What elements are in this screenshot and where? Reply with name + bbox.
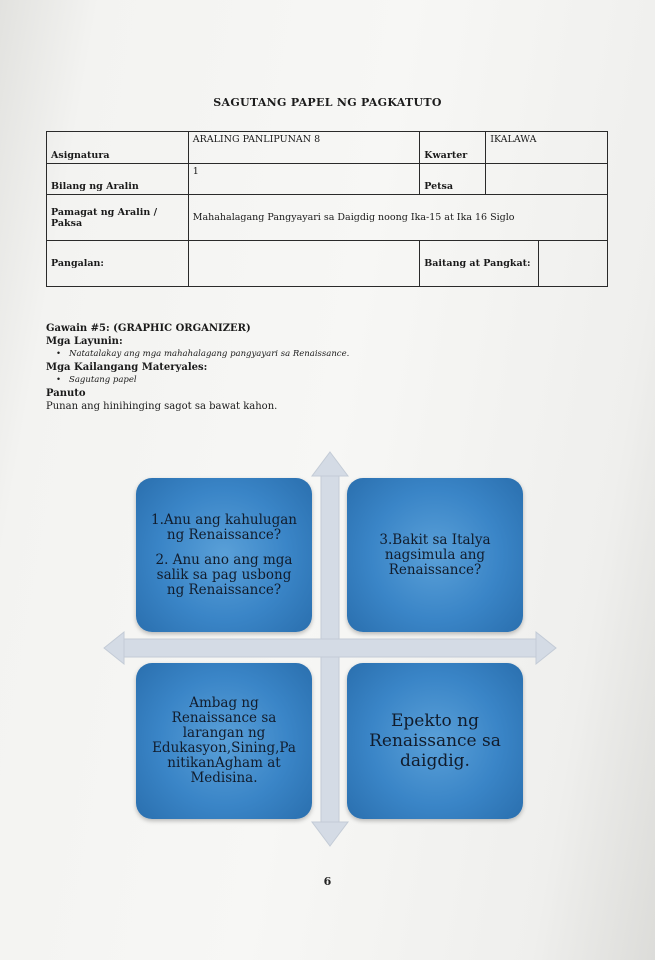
document-title: SAGUTANG PAPEL NG PAGKATUTO (213, 96, 442, 109)
up-arrowhead (312, 452, 348, 476)
page-number: 6 (323, 875, 332, 888)
organizer-box-effects[interactable] (347, 663, 523, 819)
down-arrowhead (312, 822, 348, 846)
organizer-box-why-italy[interactable] (347, 478, 523, 632)
horizontal-arrow-shaft (118, 639, 538, 657)
bilang-label: Bilang ng Aralin (47, 164, 189, 195)
baitang-label: Baitang at Pangkat: (420, 241, 539, 287)
pamagat-value: Mahahalagang Pangyayari sa Daigdig noong Ika-15 at Ika 16 Siglo (188, 195, 607, 241)
pamagat-label: Pamagat ng Aralin / Paksa (47, 195, 189, 241)
layunin-item: • Natatalakay ang mga mahahalagang pangyayari sa Renaissance. (46, 348, 606, 361)
kwarter-label: Kwarter (420, 132, 486, 164)
materyales-item: • Sagutang papel (46, 374, 606, 387)
box1-question1: 1.Anu ang kahulugan ng Renaissance? (150, 511, 297, 543)
materyales-label: Mga Kailangang Materyales: (46, 362, 208, 373)
left-arrowhead (104, 632, 124, 664)
right-arrowhead (536, 632, 556, 664)
box2-question: 3.Bakit sa Italya nagsimula ang Renaissance? (379, 531, 491, 578)
kwarter-value: IKALAWA (486, 132, 608, 164)
box4-text: Epekto ng Renaissance sa daigdig. (369, 711, 501, 771)
asignatura-value: ARALING PANLIPUNAN 8 (188, 132, 419, 164)
organizer-box-meaning-factors[interactable] (136, 478, 312, 632)
panuto-label: Panuto (46, 388, 86, 399)
pangalan-label: Pangalan: (47, 241, 189, 287)
bilang-value: 1 (188, 164, 419, 195)
box1-question2: 2. Anu ano ang mga salik sa pag usbong ng Renaissance? (155, 551, 293, 598)
asignatura-label: Asignatura (47, 132, 189, 164)
box3-text: Ambag ng Renaissance sa larangan ng Edukasyon,Sining,Pa nitikanAgham at Medisina. (152, 695, 296, 786)
activity-heading: Gawain #5: (GRAPHIC ORGANIZER) (46, 323, 251, 334)
panuto-text: Punan ang hinihinging sagot sa bawat kahon. (46, 401, 278, 412)
petsa-label: Petsa (420, 164, 486, 195)
layunin-label: Mga Layunin: (46, 336, 123, 347)
organizer-box-contributions[interactable] (136, 663, 312, 819)
